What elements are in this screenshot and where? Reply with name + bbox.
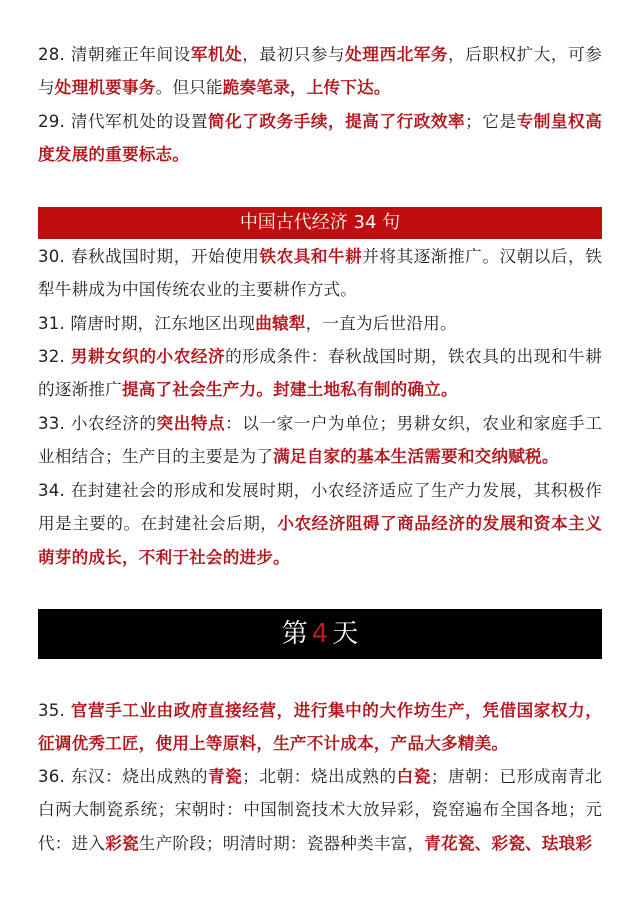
highlighted-text: 满足自家的基本生活需要和交纳赋税。 [273, 447, 559, 467]
section-banner: 中国古代经济 34 句 [38, 207, 602, 239]
highlighted-text: 彩瓷 [105, 833, 139, 853]
highlighted-text: 军机处 [190, 45, 243, 64]
highlighted-text: 跪奏笔录，上传下达。 [222, 78, 391, 98]
highlighted-text: 曲辕犁 [255, 314, 306, 333]
day-number: 4 [311, 619, 329, 649]
highlighted-text: 处理机要事务 [54, 78, 156, 98]
body-text: 34. 在封建社会的形成和发展时期，小农经济适应了生产力发展，其积极作用是主要的。在封建社会后期， [38, 481, 602, 534]
paragraph-29 [38, 105, 602, 172]
body-text: 。但只能 [155, 78, 223, 98]
highlighted-text: 提高了社会生产力。封建土地私有制的确立。 [121, 380, 458, 400]
paragraph-32 [38, 340, 602, 407]
body-text: ，后职权扩大，可参与 [38, 45, 602, 98]
paragraph-35 [38, 694, 602, 761]
highlighted-text: 专制皇权高度发展的重要标志。 [38, 112, 602, 165]
day-prefix: 第 [281, 619, 308, 649]
body-text: ，一直为后世沿用。 [305, 314, 457, 333]
body-text: ；唐朝：已形成南青北白两大制瓷系统；宋朝时：中国制瓷技术大放异彩，瓷窑遍布全国各地；元代：进入 [38, 767, 602, 853]
body-text: ；北朝：烧出成熟的 [242, 767, 397, 786]
body-text: 33. 小农经济的 [38, 414, 157, 433]
paragraph-31 [38, 307, 602, 340]
body-text: 并将其逐渐推广。汉朝以后，铁犁牛耕成为中国传统农业的主要耕作方式。 [38, 247, 602, 300]
highlighted-text: 简化了政务手续，提高了行政效率 [207, 112, 466, 131]
paragraph-30 [38, 240, 602, 307]
highlighted-text: 突出特点 [156, 414, 226, 433]
body-text: 32. [38, 347, 71, 366]
paragraph-33 [38, 407, 602, 474]
highlighted-text: 官营手工业由政府直接经营，进行集中的大作坊生产，凭借国家权力，征调优秀工匠，使用上等原料，生产不计成本，产品大多精美。 [38, 701, 603, 754]
highlighted-text: 小农经济阻碍了商品经济的发展和资本主义萌芽的成长，不利于社会的进步。 [38, 514, 602, 567]
body-text: ；它是 [465, 112, 517, 131]
body-text: 36. 东汉：烧出成熟的 [38, 767, 208, 786]
paragraph-28 [38, 38, 602, 105]
body-text: 28. 清朝雍正年间设 [38, 45, 191, 64]
day-suffix: 天 [332, 619, 359, 649]
highlighted-text: 男耕女织的小农经济 [70, 347, 226, 366]
highlighted-text: 处理西北军务 [345, 45, 449, 64]
body-text: ：以一家一户为单位；男耕女织，农业和家庭手工业相结合；生产目的主要是为了 [38, 414, 602, 467]
highlighted-text: 青花瓷、彩瓷、珐琅彩 [424, 833, 593, 853]
highlighted-text: 铁农具和牛耕 [259, 247, 363, 266]
body-text: 29. 清代军机处的设置 [38, 112, 208, 131]
highlighted-text: 白瓷 [396, 767, 431, 786]
body-text: 35. [38, 701, 71, 720]
body-text: 生产阶段；明清时期：瓷器种类丰富， [138, 833, 425, 853]
paragraph-36 [38, 760, 602, 860]
body-text: 30. 春秋战国时期，开始使用 [38, 247, 260, 266]
day-banner [38, 609, 602, 659]
body-text: ，最初只参与 [242, 45, 346, 64]
paragraph-34 [38, 474, 602, 574]
highlighted-text: 青瓷 [207, 767, 243, 786]
body-text: 的形成条件：春秋战国时期，铁农具的出现和牛耕的逐渐推广 [38, 347, 602, 400]
body-text: 31. 隋唐时期，江东地区出现 [38, 314, 256, 333]
